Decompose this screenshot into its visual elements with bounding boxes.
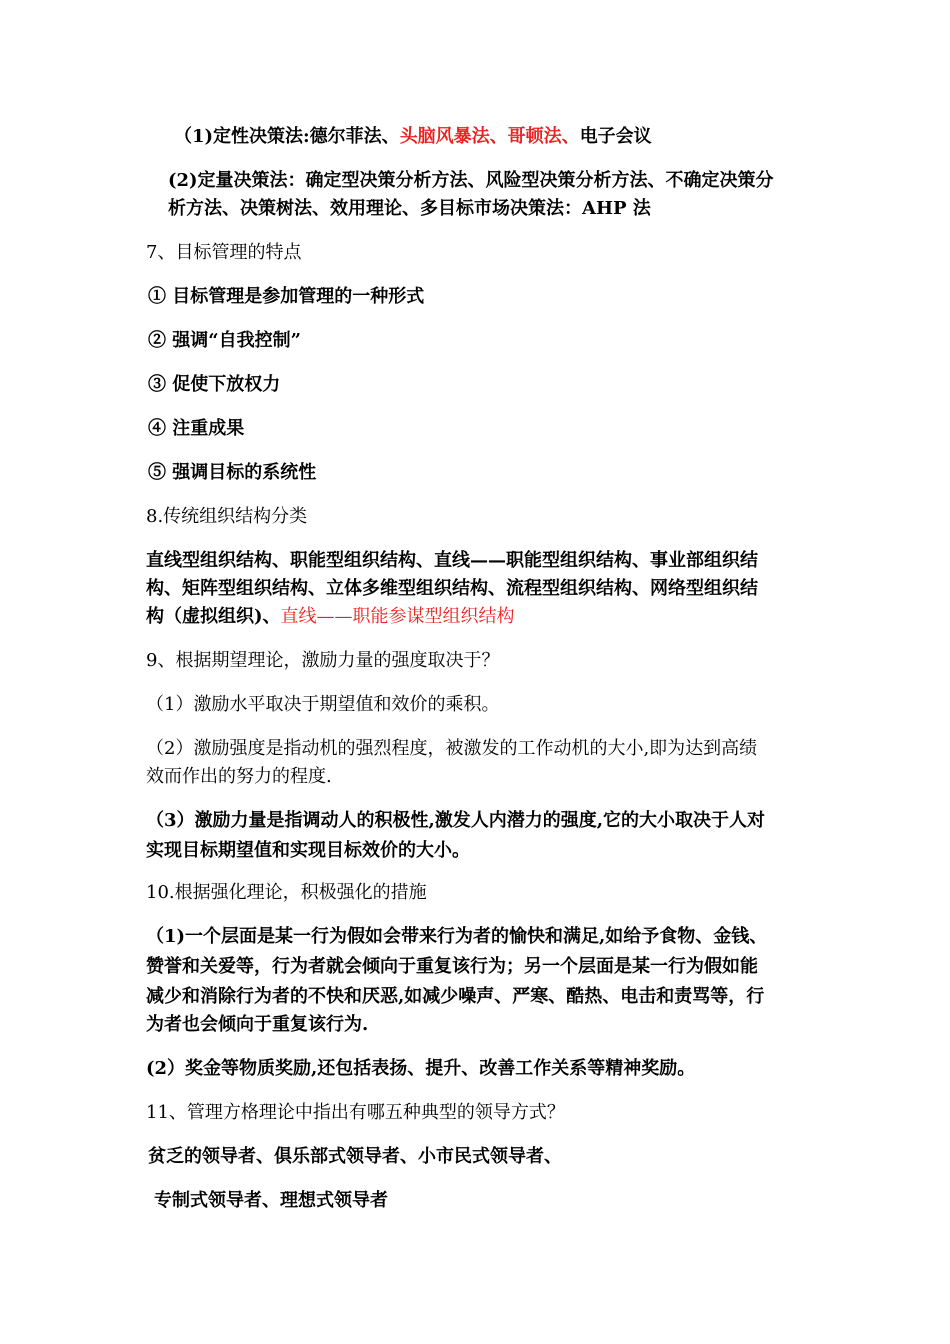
q8-line-3-text: 构（虚拟组织)、	[146, 606, 281, 627]
q11-line-1: 贫乏的领导者、俱乐部式领导者、小市民式领导者、	[148, 1146, 562, 1167]
q8-line-3	[146, 602, 515, 632]
q10-point-1-line-3: 减少和消除行为者的不快和厌恶,如减少噪声、严寒、酷热、电击和责骂等，行	[146, 986, 765, 1007]
q10-point-2: (2）奖金等物质奖励,还包括表扬、提升、改善工作关系等精神奖励。	[146, 1058, 696, 1079]
q8-heading: 8.传统组织结构分类	[146, 506, 308, 527]
qualitative-methods	[174, 122, 652, 152]
q8-line-1: 直线型组织结构、职能型组织结构、直线——职能型组织结构、事业部组织结	[146, 550, 758, 571]
q10-point-1-line-2: 赞誉和关爱等，行为者就会倾向于重复该行为；另一个层面是某一行为假如能	[146, 956, 758, 977]
q9-point-1: （1）激励水平取决于期望值和效价的乘积。	[146, 694, 500, 715]
qualitative-prefix: （1)定性决策法:德尔菲法、	[174, 126, 400, 147]
q7-item-3: ③ 促使下放权力	[148, 374, 281, 395]
q10-heading: 10.根据强化理论，积极强化的措施	[146, 882, 427, 903]
q7-item-2: ② 强调“自我控制”	[148, 330, 301, 351]
q8-line-2: 构、矩阵型组织结构、立体多维型组织结构、流程型组织结构、网络型组织结	[146, 578, 758, 599]
q11-line-2: 专制式领导者、理想式领导者	[154, 1190, 388, 1211]
quantitative-line-1: (2)定量决策法：确定型决策分析方法、风险型决策分析方法、不确定决策分	[168, 170, 774, 191]
quantitative-line-2: 析方法、决策树法、效用理论、多目标市场决策法：AHP 法	[168, 198, 651, 219]
q7-item-5: ⑤ 强调目标的系统性	[148, 462, 317, 483]
q8-line-3-highlight: 直线——职能参谋型组织结构	[280, 606, 515, 627]
q10-point-1-line-4: 为者也会倾向于重复该行为.	[146, 1014, 369, 1035]
q9-heading: 9、根据期望理论，激励力量的强度取决于？	[146, 650, 500, 671]
q7-item-4: ④ 注重成果	[148, 418, 245, 439]
q9-point-2-line-1: （2）激励强度是指动机的强烈程度，被激发的工作动机的大小,即为达到高绩	[146, 738, 758, 759]
q10-point-1-line-1: （1)一个层面是某一行为假如会带来行为者的愉快和满足,如给予食物、金钱、	[146, 926, 768, 947]
q9-point-3-line-2: 实现目标期望值和实现目标效价的大小。	[146, 840, 470, 861]
q11-heading: 11、管理方格理论中指出有哪五种典型的领导方式？	[146, 1102, 565, 1123]
q7-item-1: ① 目标管理是参加管理的一种形式	[148, 286, 425, 307]
qualitative-suffix: 电子会议	[579, 126, 652, 147]
qualitative-highlight: 头脑风暴法、哥顿法、	[399, 126, 580, 147]
q9-point-2-line-2: 效而作出的努力的程度.	[146, 766, 332, 787]
q9-point-3-line-1: （3）激励力量是指调动人的积极性,激发人内潜力的强度,它的大小取决于人对	[146, 810, 766, 831]
q7-heading: 7、目标管理的特点	[146, 242, 302, 263]
